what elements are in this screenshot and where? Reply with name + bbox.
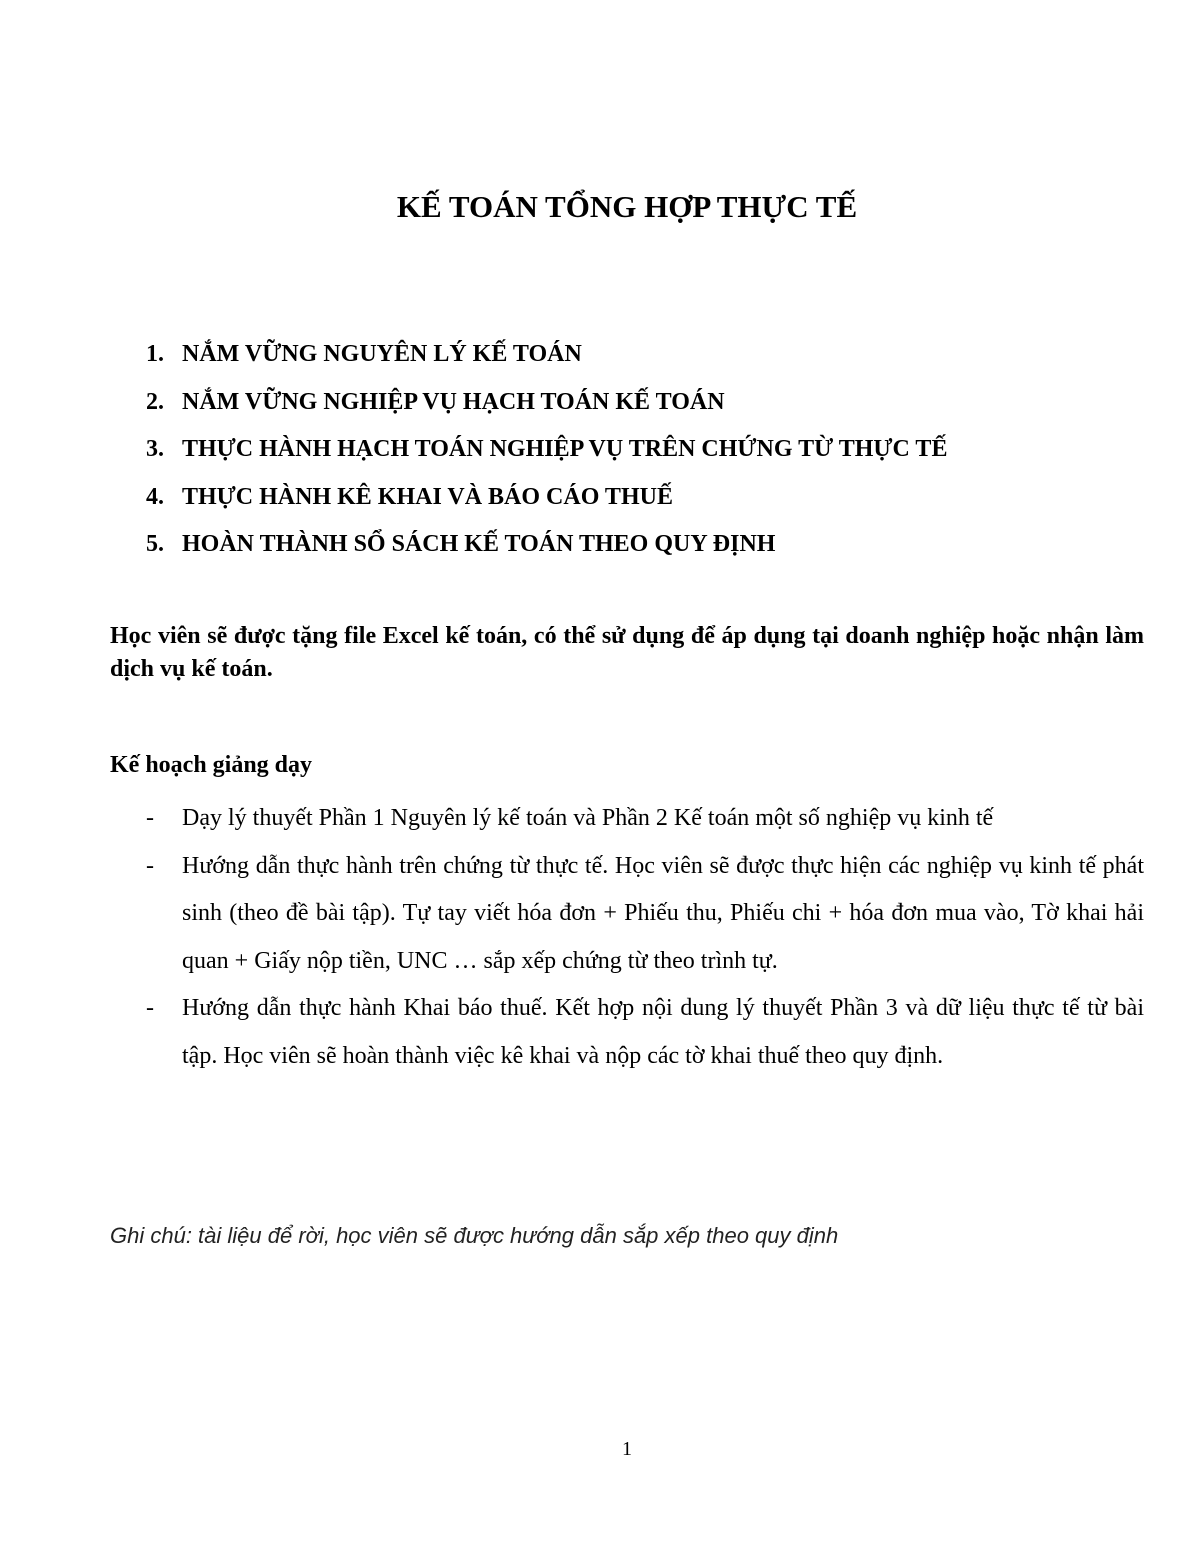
objective-item	[146, 432, 947, 480]
objective-item	[146, 385, 947, 433]
plan-list	[146, 795, 1144, 1080]
objective-number: 3.	[146, 436, 164, 462]
objective-item	[146, 527, 947, 575]
list-dash-marker: -	[146, 995, 154, 1021]
objective-number: 5.	[146, 531, 164, 557]
objective-text: HOÀN THÀNH SỔ SÁCH KẾ TOÁN THEO QUY ĐỊNH	[182, 531, 776, 557]
page-number: 1	[622, 1438, 632, 1460]
plan-item-text: Hướng dẫn thực hành trên chứng từ thực tế. Học viên sẽ được thực hiện các nghiệp vụ kinh tế phát sinh (theo đề bài tập). Tự tay viết hóa đơn + Phiếu thu, Phiếu chi + hóa đơn mua vào, Tờ khai hải quan + Giấy nộp tiền, UNC … sắp xếp chứng từ theo trình tự.	[182, 852, 1144, 974]
objective-number: 4.	[146, 483, 164, 510]
objective-number: 1.	[146, 341, 164, 367]
objective-text: NẮM VỮNG NGUYÊN LÝ KẾ TOÁN	[182, 341, 582, 367]
objective-item	[146, 480, 947, 528]
plan-item-text: Hướng dẫn thực hành Khai báo thuế. Kết hợp nội dung lý thuyết Phần 3 và dữ liệu thực tế từ bài tập. Học viên sẽ hoàn thành việc kê khai và nộp các tờ khai thuế theo quy định.	[182, 995, 1144, 1069]
plan-item-text: Dạy lý thuyết Phần 1 Nguyên lý kế toán và Phần 2 Kế toán một số nghiệp vụ kinh tế	[182, 805, 994, 831]
plan-item	[146, 843, 1144, 986]
objective-text: NẮM VỮNG NGHIỆP VỤ HẠCH TOÁN KẾ TOÁN	[182, 388, 725, 415]
plan-heading: Kế hoạch giảng dạy	[110, 752, 313, 778]
objective-number: 2.	[146, 388, 164, 415]
plan-item	[146, 985, 1144, 1080]
objective-text: THỰC HÀNH HẠCH TOÁN NGHIỆP VỤ TRÊN CHỨNG TỪ THỰC TẾ	[182, 436, 948, 462]
note-text: Ghi chú: tài liệu để rời, học viên sẽ được hướng dẫn sắp xếp theo quy định	[110, 1223, 839, 1248]
document-title: KẾ TOÁN TỔNG HỢP THỰC TẾ	[396, 189, 858, 224]
plan-item	[146, 795, 1144, 843]
objectives-list	[146, 337, 947, 575]
list-dash-marker: -	[146, 852, 154, 879]
bonus-paragraph: Học viên sẽ được tặng file Excel kế toán, có thể sử dụng để áp dụng tại doanh nghiệp hoặc nhận làm dịch vụ kế toán.	[110, 623, 1144, 682]
objective-item	[146, 337, 947, 385]
list-dash-marker: -	[146, 805, 154, 831]
objective-text: THỰC HÀNH KÊ KHAI VÀ BÁO CÁO THUẾ	[182, 483, 673, 510]
